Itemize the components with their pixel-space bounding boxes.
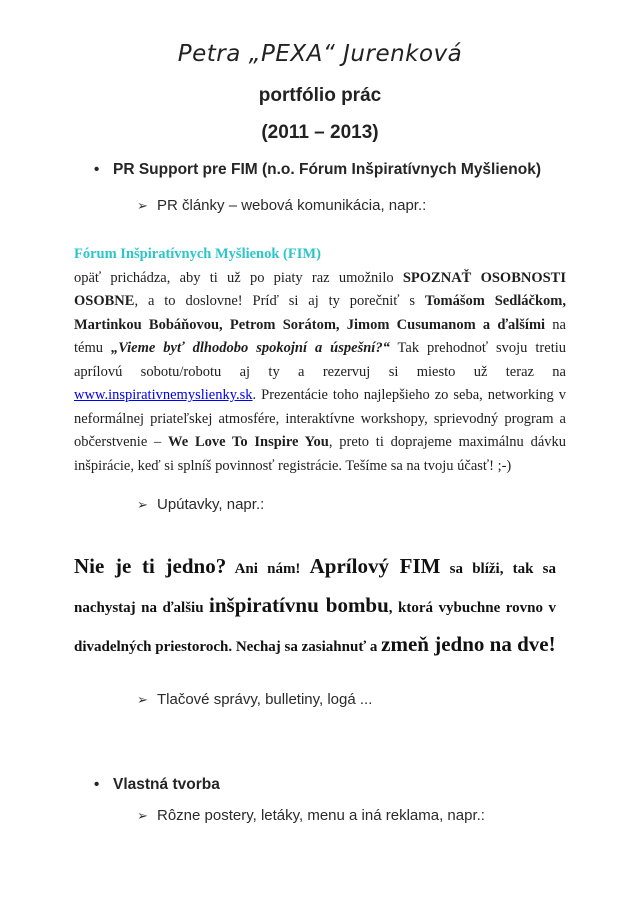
- teaser-small1: Ani nám!: [226, 561, 310, 577]
- sub-bullet-pr-clanky-label: PR články – webová komunikácia, napr.:: [157, 197, 427, 214]
- article-seg6-quote: „Vieme byť dlhodobo spokojní a úspešní?“: [110, 340, 390, 356]
- bullet-disc-icon: •: [94, 776, 100, 793]
- article-seg4-bold: Tomášom Sedláčkom, Martinkou Bobáňovou, Petrom Sorátom, Jimom Cusumanom a ďalšími: [74, 293, 567, 333]
- arrow-bullet-icon: ➢: [137, 199, 148, 214]
- article-seg1: opäť prichádza, aby ti už po piaty raz umožnilo: [74, 269, 403, 286]
- article-seg8: . Prezentácie toho najlepšieho zo seba, networking v neformálnej priateľskej atmosfére, interaktívne workshopy, sprievodný program a občerstvenie –: [74, 387, 566, 450]
- bullet-item-vlastna-tvorba-label: Vlastná tvorba: [113, 776, 220, 793]
- teaser-small3: , ktorá vybuchne rovno v divadelných priestoroch. Nechaj sa zasiahnuť a: [74, 600, 556, 655]
- teaser-big3: inšpiratívnu bombu: [209, 593, 389, 617]
- teaser-big4: zmeň jedno na dve!: [381, 632, 556, 656]
- teaser-big1: Nie je ti jedno?: [74, 554, 227, 578]
- sub-bullet-rozne: [74, 805, 566, 827]
- bullet-item-pr-support: [74, 159, 566, 180]
- sub-bullet-pr-clanky: [74, 195, 566, 217]
- article-seg2-bold: SPOZNAŤ OSOBNOSTI OSOBNE: [74, 269, 566, 309]
- article-seg10: , preto ti doprajeme maximálnu dávku inšpirácie, keď si splníš povinnosť registrácie. Tešíme sa na tvoju účasť! ;-): [74, 434, 566, 474]
- page-title: portfólio prác: [258, 85, 382, 106]
- sub-bullet-tlacove: [74, 689, 566, 711]
- page-author: Petra „PEXA“ Jurenková: [177, 41, 463, 67]
- bullet-item-vlastna-tvorba: [74, 774, 566, 795]
- arrow-bullet-icon: ➢: [137, 693, 148, 708]
- page-years: (2011 – 2013): [261, 122, 379, 143]
- article-seg9-bold: We Love To Inspire You: [168, 434, 329, 450]
- website-link[interactable]: www.inspirativnemyslienky.sk: [74, 387, 253, 403]
- article-seg7: Tak prehodnoť svoju tretiu aprílovú sobotu/robotu aj ty a rezervuj si miesto už teraz na: [74, 340, 567, 380]
- bullet-item-pr-support-label: PR Support pre FIM (n.o. Fórum Inšpiratívnych Myšlienok): [113, 161, 542, 178]
- arrow-bullet-icon: ➢: [137, 498, 148, 513]
- article-heading: Fórum Inšpiratívnych Myšlienok (FIM): [74, 246, 321, 262]
- teaser-paragraph: [74, 548, 566, 665]
- sub-bullet-uputavky-label: Upútavky, napr.:: [157, 496, 265, 513]
- teaser-big2: Aprílový FIM: [309, 554, 441, 578]
- article-seg5: na tému: [74, 316, 566, 356]
- sub-bullet-uputavky: [74, 494, 566, 516]
- article-body: [74, 267, 566, 479]
- sub-bullet-rozne-label: Rôzne postery, letáky, menu a iná reklama, napr.:: [157, 807, 485, 824]
- arrow-bullet-icon: ➢: [137, 809, 148, 824]
- article-seg3: , a to doslovne! Príď si aj ty porečniť s: [134, 293, 425, 309]
- sub-bullet-tlacove-label: Tlačové správy, bulletiny, logá ...: [157, 691, 373, 708]
- teaser-small2: sa blíži, tak sa nachystaj na ďalšiu: [74, 561, 557, 616]
- bullet-disc-icon: •: [94, 161, 100, 178]
- article-block: [74, 243, 566, 478]
